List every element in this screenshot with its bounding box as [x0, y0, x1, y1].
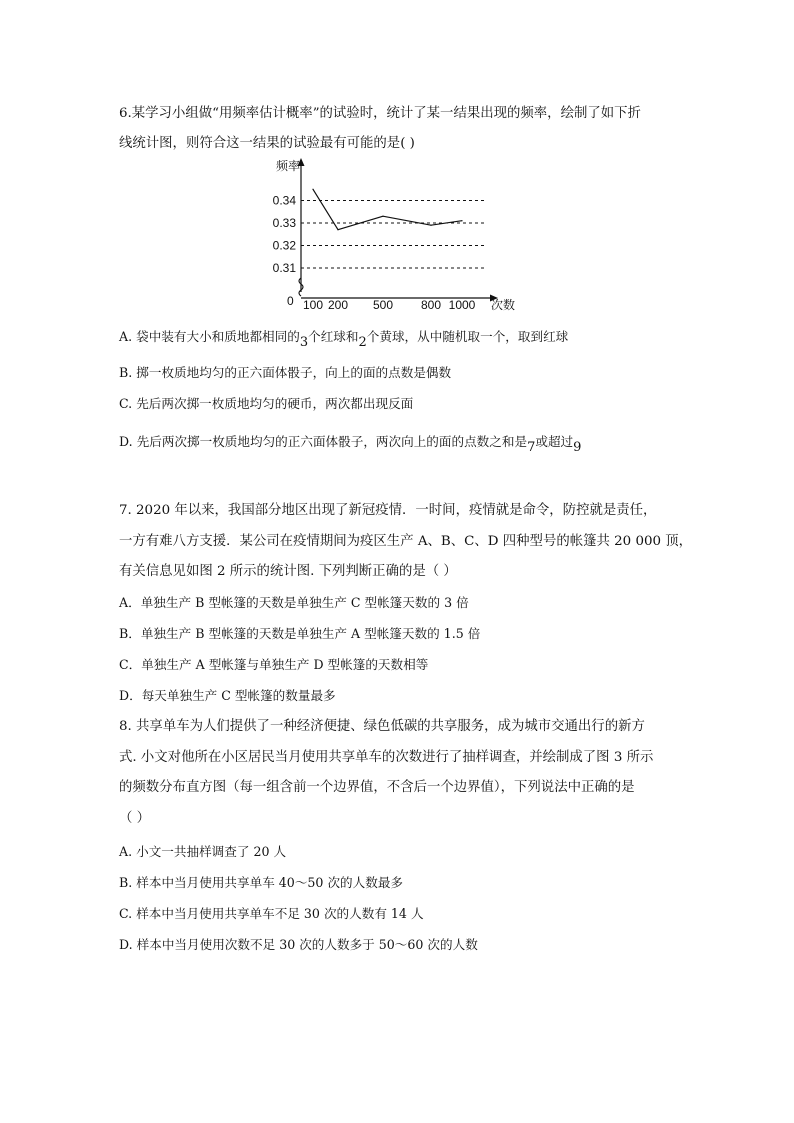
q8-option-a: A. 小文一共抽样调查了 20 人	[119, 844, 287, 859]
x-tick-label-200: 200	[327, 298, 349, 312]
q6-option-d-text-2: 或超过	[535, 434, 574, 449]
q8-stem-line-4: （ ）	[119, 811, 151, 826]
q7-stem-line-2: 一方有难八方支援．某公司在疫情期间为疫区生产 A、B、C、D 四种型号的帐篷共 20 000 顶，	[119, 534, 693, 549]
q6-stem-line-2: 线统计图，则符合这一结果的试验最有可能的是( )	[119, 136, 415, 151]
q6-line-chart	[270, 152, 530, 317]
chart-y-tick-labels	[273, 194, 297, 276]
y-tick-label-0.34: 0.34	[272, 193, 296, 208]
y-tick-label-0.32: 0.32	[272, 238, 296, 253]
q6-option-d-num-7: 7	[527, 440, 536, 455]
q8-option-d: D. 样本中当月使用次数不足 30 次的人数多于 50～60 次的人数	[119, 937, 478, 952]
data-point-500	[382, 216, 383, 217]
q7-stem-line-3: 有关信息见如图 2 所示的统计图. 下列判断正确的是（ ）	[119, 564, 457, 579]
x-tick-label-1000: 1000	[448, 298, 476, 312]
q6-option-b: B. 掷一枚质地均匀的正六面体骰子，向上的面的点数是偶数	[119, 365, 452, 380]
q8-option-c: C. 样本中当月使用共享单车不足 30 次的人数有 14 人	[119, 906, 424, 921]
chart-gridlines	[301, 201, 485, 269]
q6-stem-line-1: 6.某学习小组做“用频率估计概率”的试验时，统计了某一结果出现的频率，绘制了如下折	[119, 106, 641, 121]
y-tick-label-0.31: 0.31	[272, 261, 296, 275]
q6-option-a-num-yellow: 2	[358, 335, 367, 350]
y-tick-label-0.33: 0.33	[272, 216, 296, 230]
q7-option-d: D．每天单独生产 C 型帐篷的数量最多	[119, 688, 336, 703]
q6-option-a-text-2: 个红球和	[308, 329, 359, 344]
frequency-series-line	[313, 189, 462, 229]
q6-option-a-text-1: A. 袋中装有大小和质地都相同的	[119, 329, 300, 344]
x-tick-label-800: 800	[420, 298, 442, 312]
q8-stem-line-1: 8. 共享单车为人们提供了一种经济便捷、绿色低碳的共享服务，成为城市交通出行的新方	[119, 719, 645, 734]
data-point-800	[430, 225, 431, 226]
q8-option-b: B. 样本中当月使用共享单车 40～50 次的人数最多	[119, 875, 404, 890]
x-tick-label-500: 500	[372, 298, 394, 312]
origin-label: 0	[287, 294, 294, 308]
x-axis-label: 次数	[491, 298, 516, 312]
q6-option-a-text-3: 个黄球，从中随机取一个，取到红球	[366, 329, 569, 344]
q6-option-a	[119, 328, 569, 350]
q7-stem-line-1: 7. 2020 年以来，我国部分地区出现了新冠疫情．一时间，疫情就是命令，防控就是责任，	[119, 503, 657, 518]
y-axis-label: 频率	[276, 159, 301, 173]
data-point-1000	[461, 220, 462, 221]
x-tick-label-100: 100	[302, 298, 324, 312]
chart-x-tick-labels	[303, 298, 476, 312]
q6-option-a-num-red: 3	[299, 335, 309, 350]
chart-series	[312, 189, 462, 231]
chart-axes	[298, 158, 499, 302]
q7-option-c: C．单独生产 A 型帐篷与单独生产 D 型帐篷的天数相等	[119, 657, 429, 672]
q6-option-d-num-9: 9	[573, 440, 582, 455]
q7-option-a: A．单独生产 B 型帐篷的天数是单独生产 C 型帐篷天数的 3 倍	[119, 595, 469, 610]
q8-stem-line-2: 式. 小文对他所在小区居民当月使用共享单车的次数进行了抽样调查，并绘制成了图 3 所示	[119, 750, 654, 765]
q8-stem-line-3: 的频数分布直方图（每一组含前一个边界值，不含后一个边界值），下列说法中正确的是	[119, 780, 635, 795]
q6-option-d-text-1: D. 先后两次掷一枚质地均匀的正六面体骰子，两次向上的面的点数之和是	[119, 434, 528, 449]
q6-option-c: C. 先后两次掷一枚质地均匀的硬币，两次都出现反面	[119, 396, 414, 411]
q7-option-b: B．单独生产 B 型帐篷的天数是单独生产 A 型帐篷天数的 1.5 倍	[119, 626, 481, 641]
data-point-100	[312, 189, 313, 190]
q6-option-d	[119, 433, 582, 455]
data-point-200	[337, 229, 338, 230]
